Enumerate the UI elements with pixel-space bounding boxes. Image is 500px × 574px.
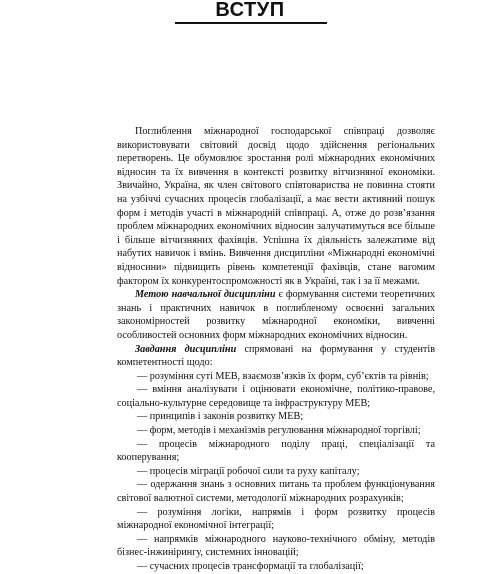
task-item: — процесів міграції робочої сили та руху капіталу; xyxy=(137,465,360,477)
task-item: — сучасних процесів трансформації та глобалізації; xyxy=(137,561,364,572)
page-title: ВСТУП xyxy=(215,0,285,21)
tasks-paragraph xyxy=(117,343,435,370)
tasks-term: Завдання дисципліни xyxy=(135,343,237,355)
task-item: — процесів міжнародного поділу праці, спеціалізації та кооперування; xyxy=(117,438,435,464)
task-item: — розуміння логіки, напрямів і форм розвитку процесів міжнародної економічної інтеграції; xyxy=(117,506,435,532)
task-item: — розуміння суті МЕВ, взаємозв’язків їх форм, суб’єктів та рівнів; xyxy=(137,370,429,382)
aim-paragraph xyxy=(117,288,435,342)
aim-text: є формування системи теоретичних знань і практичних навичок в поглибленому освоєнні загальних закономірностей розвитку міжнародної економіки, вивченні особливостей основних форм міжнародних економічних відносин. xyxy=(117,289,435,341)
task-item: — одержання знань з основних питань та проблем функціонування світової валютної системи, методології міжнародних розрахунків; xyxy=(117,479,435,505)
task-item: — напрямків міжнародного науково-технічного обміну, методів бізнес-інжинірингу, системних інновацій; xyxy=(117,533,435,559)
tasks-text: спрямовані на формування у студентів компетентності щодо: xyxy=(117,343,435,369)
task-item: — принципів і законів розвитку МЕВ; xyxy=(137,411,304,423)
title-underline xyxy=(175,22,327,24)
intro-paragraph: Поглиблення міжнародної господарської співпраці дозволяє використовувати світовий досвід щодо здійснення регіональних перетворень. Це обумовлює зростання ролі міжнародних економічних відносин та їх вивчення в контексті розвитку вітчизняної економіки. Звичайно, Україна, як член світового співтовариства не повинна стояти на узбіччі сучасних процесів глобалізації, а має вести активний пошук форм і методів участі в міжнародній співпраці. А, отже до розв’язання проблем міжнародних економічних відносин залучатимуться все більше і більше вітчизняних фахівців. Успішна їх діяльність залежатиме від набутих навичок і вмінь. Вивчення дисципліни «Міжнародні економічні відносини» підвищить рівень компетенції фахівців, стане вагомим фактором їх конкурентоспроможності як в Україні, так і за її межами. xyxy=(117,126,435,287)
task-item: — вміння аналізувати і оцінювати економічне, політико-правове, соціально-культурне середовище та інфраструктуру МЕВ; xyxy=(117,384,435,409)
task-item: — форм, методів і механізмів регулювання міжнародної торгівлі; xyxy=(137,425,421,437)
document-body xyxy=(117,125,435,574)
aim-term: Метою навчальної дисципліни xyxy=(135,289,276,301)
